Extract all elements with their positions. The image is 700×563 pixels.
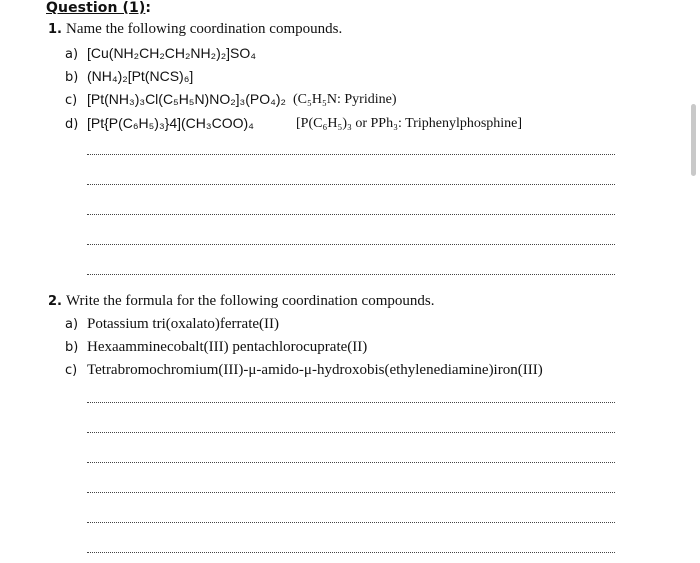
answer-line xyxy=(87,402,615,403)
question-1-prompt: 1. Name the following coordination compounds. xyxy=(48,21,343,37)
answer-line xyxy=(87,154,615,155)
q1-item-a: a) [Cu(NH₂CH₂CH₂NH₂)₂]SO₄ xyxy=(65,45,256,62)
answer-line xyxy=(87,462,615,463)
answer-line xyxy=(87,432,615,433)
answer-line xyxy=(87,244,615,245)
question-heading: Question (1): xyxy=(46,0,152,16)
scrollbar-thumb[interactable] xyxy=(691,104,696,176)
answer-line xyxy=(87,214,615,215)
q2-item-c: c) Tetrabromochromium(III)-μ-amido-μ-hydroxobis(ethylenediamine)iron(III) xyxy=(65,362,543,378)
answer-line xyxy=(87,492,615,493)
answer-line xyxy=(87,552,615,553)
q1-item-c: c) [Pt(NH₃)₃Cl(C₅H₅N)NO₂]₃(PO₄)₂ xyxy=(65,91,286,108)
answer-line xyxy=(87,522,615,523)
q1-item-c-note: (C₅H₅N: Pyridine) xyxy=(293,92,397,107)
q1-item-b: b) (NH₄)₂[Pt(NCS)₆] xyxy=(65,68,194,85)
q1-item-d: d) [Pt{P(C₆H₅)₃}4](CH₃COO)₄ xyxy=(65,115,254,132)
vertical-scrollbar[interactable] xyxy=(686,0,700,563)
q2-item-a: a) Potassium tri(oxalato)ferrate(II) xyxy=(65,316,280,332)
q2-item-b: b) Hexaamminecobalt(III) pentachlorocuprate(II) xyxy=(65,339,368,355)
q1-item-d-note: [P(C₆H₅)₃ or PPh₃: Triphenylphosphine] xyxy=(296,116,523,131)
answer-line xyxy=(87,184,615,185)
question-2-prompt: 2. Write the formula for the following coordination compounds. xyxy=(48,293,435,309)
answer-line xyxy=(87,274,615,275)
